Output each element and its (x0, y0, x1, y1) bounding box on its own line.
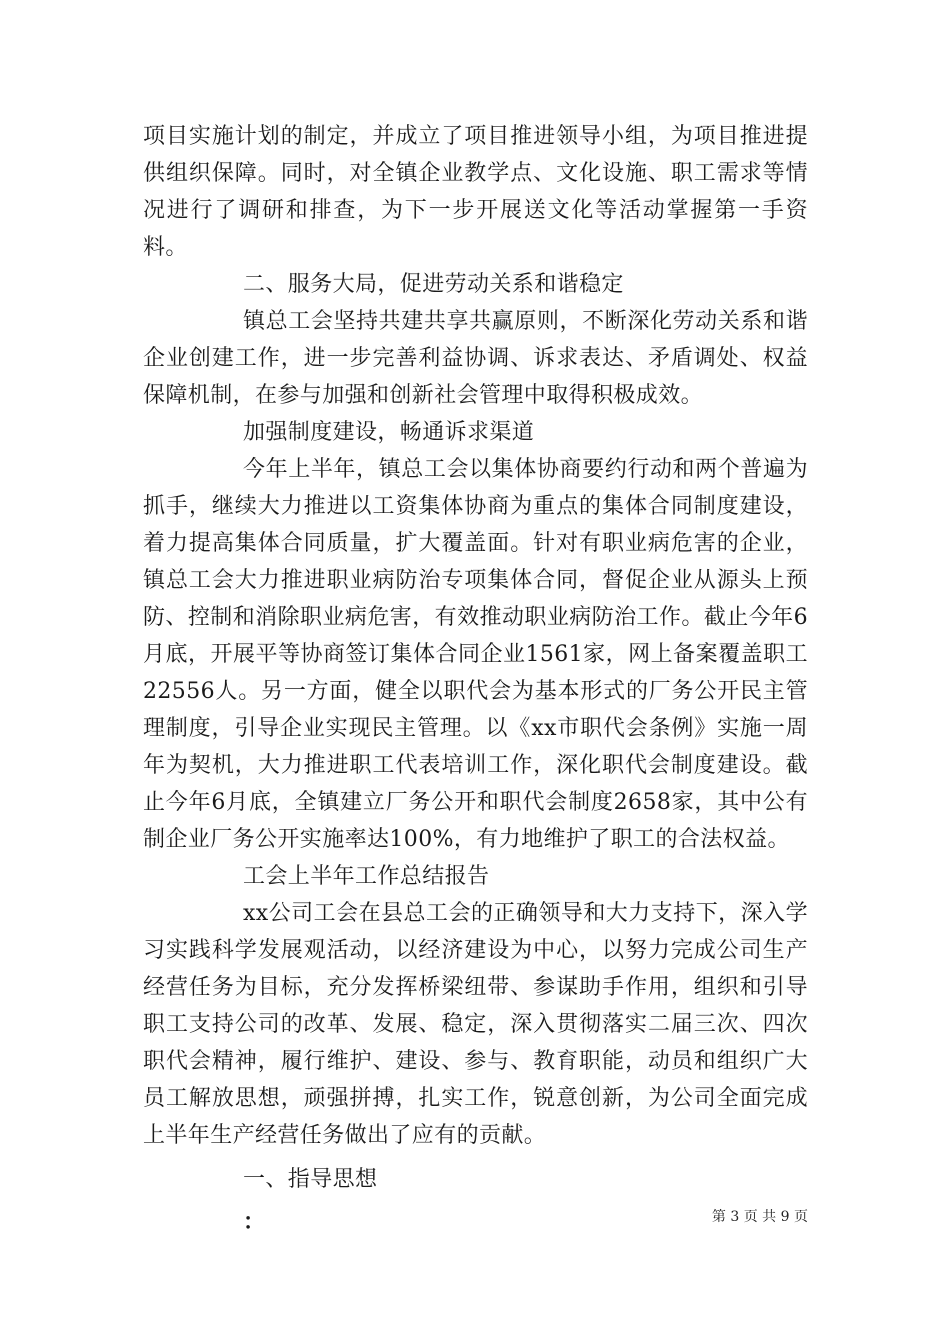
report-title: 工会上半年工作总结报告 (243, 864, 490, 889)
paragraph-continuation: 项目实施计划的制定，并成立了项目推进领导小组，为项目推进提供组织保障。同时，对全镇企业教学点、文化设施、职工需求等情况进行了调研和排查，为下一步开展送文化等活动掌握第一手资料。 (143, 124, 808, 260)
paragraph-report-intro: xx公司工会在县总工会的正确领导和大力支持下，深入学习实践科学发展观活动，以经济建设为中心，以努力完成公司生产经营任务为目标，充分发挥桥梁纽带、参谋助手作用，组织和引导职工支持公司的改革、发展、稳定，深入贯彻落实二届三次、四次职代会精神，履行维护、建设、参与、教育职能，动员和组织广大员工解放思想，顽强拼搏，扎实工作，锐意创新，为公司全面完成上半年生产经营任务做出了应有的贡献。 (143, 901, 808, 1148)
document-body (143, 118, 808, 1241)
subheading-system-building: 加强制度建设，畅通诉求渠道 (243, 420, 535, 445)
section-heading-service: 二、服务大局，促进劳动关系和谐稳定 (243, 272, 624, 297)
section-heading-guiding-ideology: 一、指导思想 (243, 1167, 378, 1192)
paragraph-service-intro: 镇总工会坚持共建共享共赢原则，不断深化劳动关系和谐企业创建工作，进一步完善利益协调、诉求表达、矛盾调处、权益保障机制，在参与加强和创新社会管理中取得积极成效。 (143, 309, 808, 408)
paragraph-system-building: 今年上半年，镇总工会以集体协商要约行动和两个普遍为抓手，继续大力推进以工资集体协商为重点的集体合同制度建设，着力提高集体合同质量，扩大覆盖面。针对有职业病危害的企业，镇总工会大力推进职业病防治专项集体合同，督促企业从源头上预防、控制和消除职业病危害，有效推动职业病防治工作。截止今年6月底，开展平等协商签订集体合同企业1561家，网上备案覆盖职工22556人。另一方面，健全以职代会为基本形式的厂务公开民主管理制度，引导企业实现民主管理。以《xx市职代会条例》实施一周年为契机，大力推进职工代表培训工作，深化职代会制度建设。截止今年6月底，全镇建立厂务公开和职代会制度2658家，其中公有制企业厂务公开实施率达100%，有力地维护了职工的合法权益。 (143, 457, 808, 852)
page-number-footer: 第 3 页 共 9 页 (711, 1209, 808, 1225)
trailing-colon-mark: ： (243, 1209, 266, 1235)
